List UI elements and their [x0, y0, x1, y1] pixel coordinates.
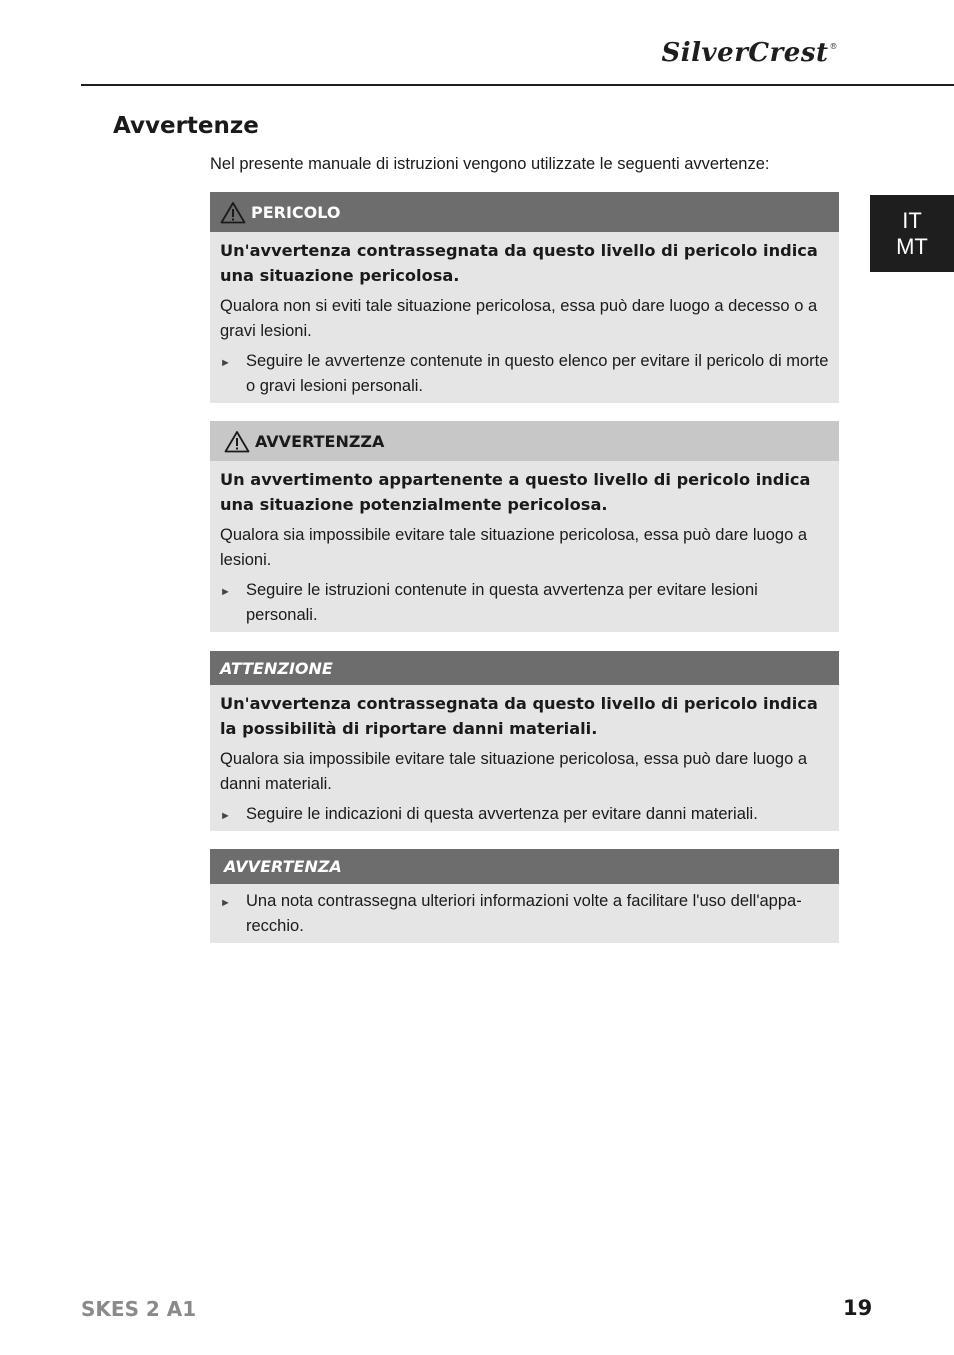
arrow-right-icon: ►: [220, 586, 231, 598]
warning-box: [210, 421, 839, 632]
section-title: Avvertenze: [113, 113, 259, 139]
brand-logo: [662, 38, 838, 68]
caution-bullet: [220, 802, 829, 829]
warning-triangle-icon: [224, 430, 250, 453]
page-number: 19: [843, 1296, 873, 1320]
note-header-label: AVVERTENZA: [224, 857, 342, 876]
note-header: [210, 849, 839, 884]
language-it: IT: [902, 207, 922, 233]
danger-lead: Un'avvertenza contrassegnata da questo livello di pericolo indica una situazione pericolosa.: [220, 241, 818, 285]
header-rule: [81, 84, 954, 86]
arrow-right-icon: ►: [220, 897, 231, 909]
note-box: [210, 849, 839, 943]
danger-bullet: [220, 349, 829, 398]
caution-bullet-text: Seguire le indicazioni di questa avvertenza per evitare danni materiali.: [246, 805, 758, 823]
language-mt: MT: [896, 233, 928, 259]
note-bullet: [220, 889, 829, 938]
danger-header: [210, 192, 839, 232]
registered-mark: ®: [829, 42, 838, 51]
warning-header-label: AVVERTENZZA: [255, 431, 385, 451]
warning-text: Qualora sia impossibile evitare tale situazione pericolosa, essa può dare luogo a lesioni.: [220, 526, 808, 569]
caution-header-label: ATTENZIONE: [220, 658, 333, 678]
caution-text: Qualora sia impossibile evitare tale situazione pericolosa, essa può dare luogo a danni materiali.: [220, 750, 808, 793]
note-bullet-text: Una nota contrassegna ulteriori informazioni volte a facilitare l'uso dell'appa-recchio.: [246, 892, 802, 935]
caution-box: [210, 651, 839, 831]
arrow-right-icon: ►: [220, 357, 231, 369]
caution-lead: Un'avvertenza contrassegnata da questo livello di pericolo indica la possibilità di riportare danni materiali.: [220, 694, 818, 738]
warning-triangle-icon: [220, 201, 246, 224]
danger-box: [210, 192, 839, 403]
brand-name: SilverCrest: [661, 38, 829, 68]
warning-bullet: [220, 578, 829, 627]
language-tab: [870, 195, 954, 272]
arrow-right-icon: ►: [220, 810, 231, 822]
warning-bullet-text: Seguire le istruzioni contenute in questa avvertenza per evitare lesioni personali.: [246, 581, 758, 624]
caution-header: [210, 651, 839, 685]
warning-lead: Un avvertimento appartenente a questo livello di pericolo indica una situazione potenzialmente pericolosa.: [220, 470, 811, 514]
danger-header-label: PERICOLO: [251, 202, 341, 222]
footer-model: SKES 2 A1: [81, 1297, 197, 1321]
intro-text: Nel presente manuale di istruzioni vengono utilizzate le seguenti avvertenze:: [210, 155, 770, 173]
danger-text: Qualora non si eviti tale situazione pericolosa, essa può dare luogo a decesso o a gravi lesioni.: [220, 297, 818, 340]
warning-header: [210, 421, 839, 461]
danger-bullet-text: Seguire le avvertenze contenute in questo elenco per evitare il pericolo di morte o gravi lesioni personali.: [246, 352, 829, 395]
